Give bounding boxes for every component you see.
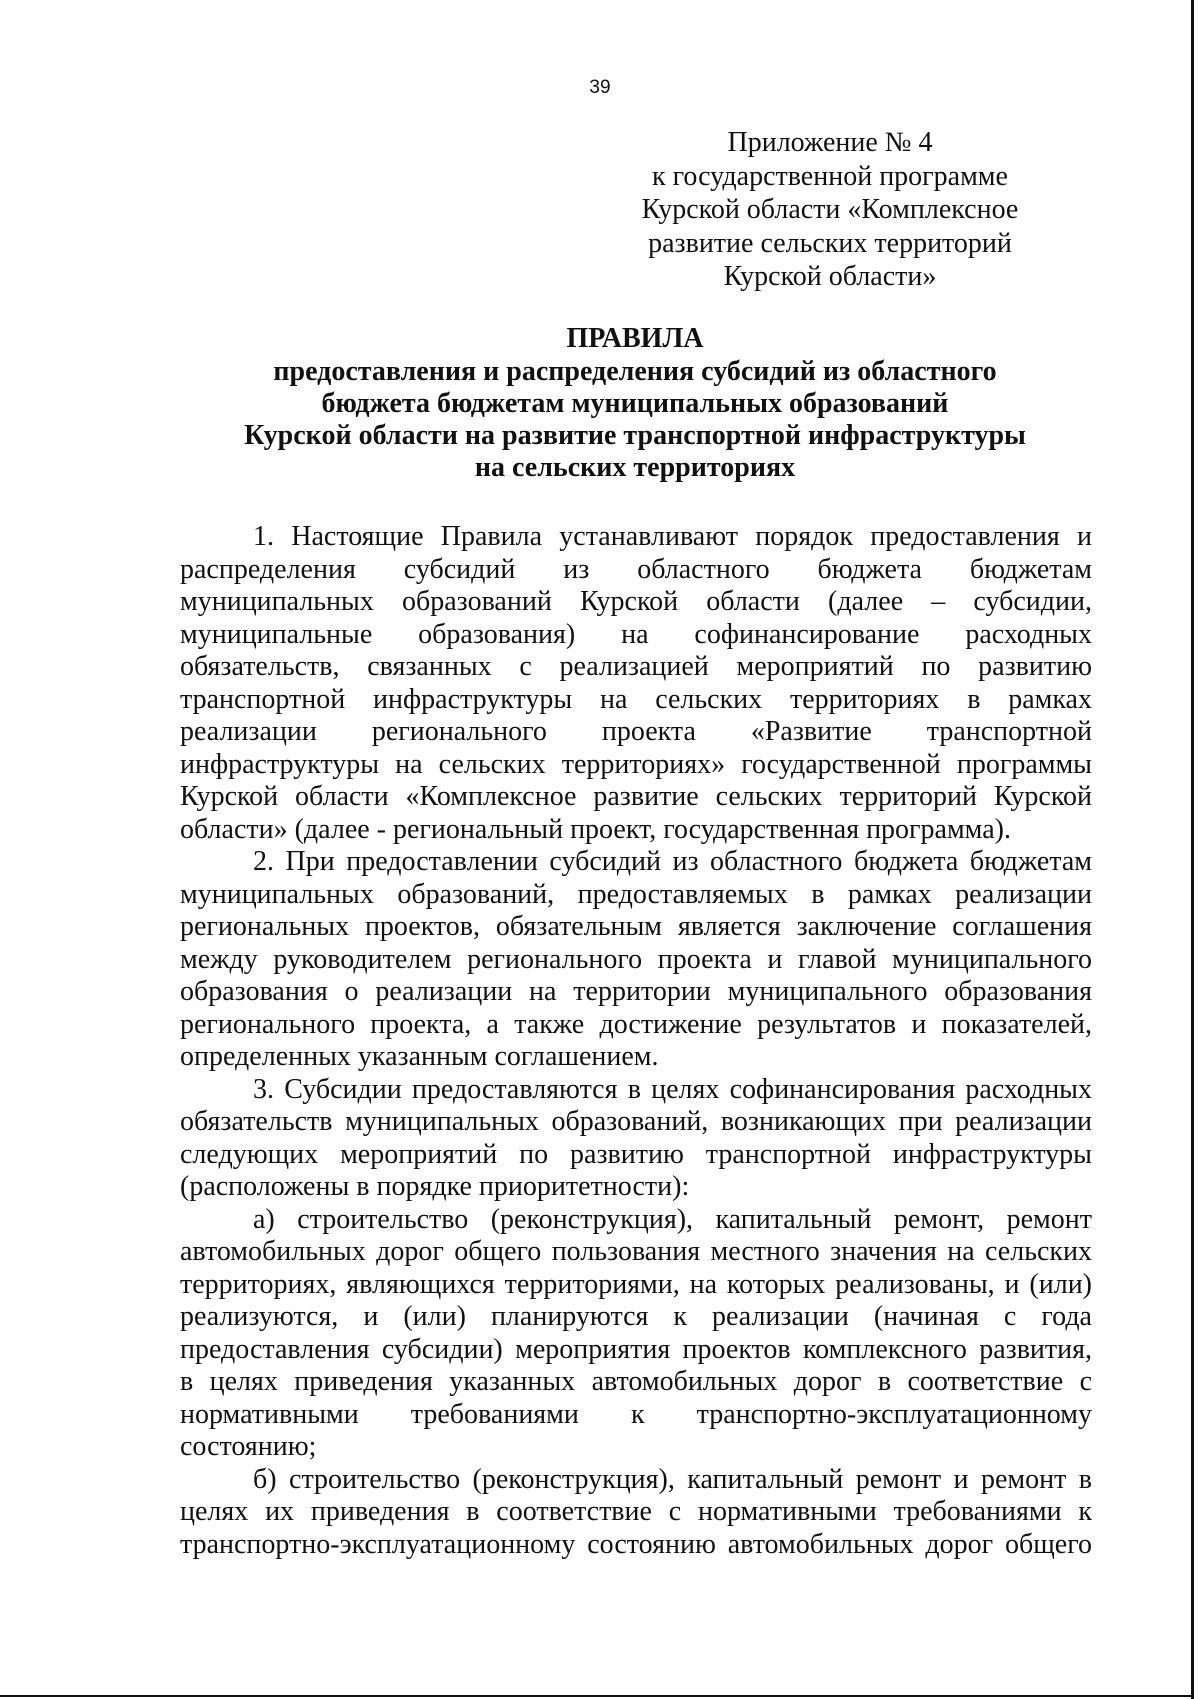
appendix-block — [620, 126, 1040, 294]
document-subtitle — [130, 356, 1140, 484]
scan-edge-bottom — [0, 1695, 1194, 1697]
page-number: 39 — [589, 77, 611, 98]
paragraph-line: Курской области «Комплексное развитие сельских территорий Курской — [180, 781, 1092, 812]
paragraph — [180, 521, 1092, 846]
paragraph-line: 1. Настоящие Правила устанавливают порядок предоставления и — [253, 521, 1092, 552]
appendix-line: Курской области» — [723, 261, 937, 293]
document-body — [180, 521, 1092, 1561]
paragraph-line: муниципальных образований, предоставляемых в рамках реализации — [180, 878, 1092, 910]
paragraph-line: реализации регионального проекта «Развитие транспортной — [180, 716, 1092, 747]
paragraph-line: б) строительство (реконструкция), капитальный ремонт и ремонт в — [253, 1463, 1092, 1495]
paragraph-line: образования о реализации на территории муниципального образования — [180, 976, 1092, 1007]
paragraph — [180, 846, 1092, 1074]
appendix-line: развитие сельских территорий — [648, 227, 1012, 259]
paragraph-line: определенных указанным соглашением. — [180, 1041, 659, 1072]
paragraph-line: 3. Субсидии предоставляются в целях софинансирования расходных — [253, 1073, 1092, 1105]
paragraph-line: региональных проектов, обязательным является заключение соглашения — [180, 911, 1092, 942]
paragraph-line: обязательств муниципальных образований, возникающих при реализации — [180, 1106, 1092, 1137]
paragraph-line: следующих мероприятий по развитию транспортной инфраструктуры — [180, 1138, 1092, 1170]
paragraph — [180, 1464, 1092, 1562]
paragraph-line: области» (далее - региональный проект, государственная программа). — [180, 813, 1011, 845]
paragraph-line: муниципальных образований Курской области (далее – субсидии, — [180, 586, 1092, 617]
paragraph-line: целях их приведения в соответствие с нормативными требованиями к — [180, 1496, 1092, 1527]
paragraph-line: а) строительство (реконструкция), капитальный ремонт, ремонт — [253, 1203, 1092, 1235]
paragraph-line: транспортно-эксплуатационному состоянию автомобильных дорог общего — [180, 1528, 1092, 1560]
appendix-line: Приложение № 4 — [727, 127, 933, 158]
paragraph-line: обязательств, связанных с реализацией мероприятий по развитию — [180, 651, 1092, 682]
scan-edge-right — [1191, 0, 1194, 1699]
appendix-line: к государственной программе — [652, 160, 1008, 192]
appendix-line: Курской области «Комплексное — [641, 194, 1019, 226]
paragraph-line: состоянию; — [180, 1431, 317, 1462]
paragraph-line: в целях приведения указанных автомобильных дорог в соответствие с — [180, 1366, 1092, 1397]
paragraph-line: 2. При предоставлении субсидий из областного бюджета бюджетам — [253, 846, 1092, 877]
paragraph — [180, 1074, 1092, 1204]
paragraph-line: транспортной инфраструктуры на сельских территориях в рамках — [180, 683, 1092, 715]
paragraph-line: (расположены в порядке приоритетности): — [180, 1171, 690, 1202]
paragraph-line: реализуются, и (или) планируются к реализации (начиная с года — [180, 1301, 1092, 1332]
paragraph-line: регионального проекта, а также достижение результатов и показателей, — [180, 1008, 1092, 1040]
document-title: ПРАВИЛА — [566, 323, 704, 354]
paragraph-line: инфраструктуры на сельских территориях» государственной программы — [180, 748, 1092, 780]
paragraph-line: нормативными требованиями к транспортно-эксплуатационному — [180, 1398, 1092, 1430]
paragraph-line: распределения субсидий из областного бюджета бюджетам — [180, 553, 1092, 585]
subtitle-line: на сельских территориях — [474, 452, 796, 483]
paragraph-line: предоставления субсидии) мероприятия проектов комплексного развития, — [180, 1333, 1092, 1365]
subtitle-line: предоставления и распределения субсидий из областного — [273, 356, 997, 387]
paragraph-line: автомобильных дорог общего пользования местного значения на сельских — [180, 1236, 1092, 1267]
paragraph-line: территориях, являющихся территориями, на которых реализованы, и (или) — [180, 1268, 1092, 1300]
subtitle-line: Курской области на развитие транспортной инфраструктуры — [244, 420, 1026, 451]
paragraph-line: между руководителем регионального проекта и главой муниципального — [180, 943, 1092, 975]
subtitle-line: бюджета бюджетам муниципальных образований — [321, 388, 949, 419]
paragraph-line: муниципальные образования) на софинансирование расходных — [180, 618, 1092, 650]
paragraph — [180, 1204, 1092, 1464]
